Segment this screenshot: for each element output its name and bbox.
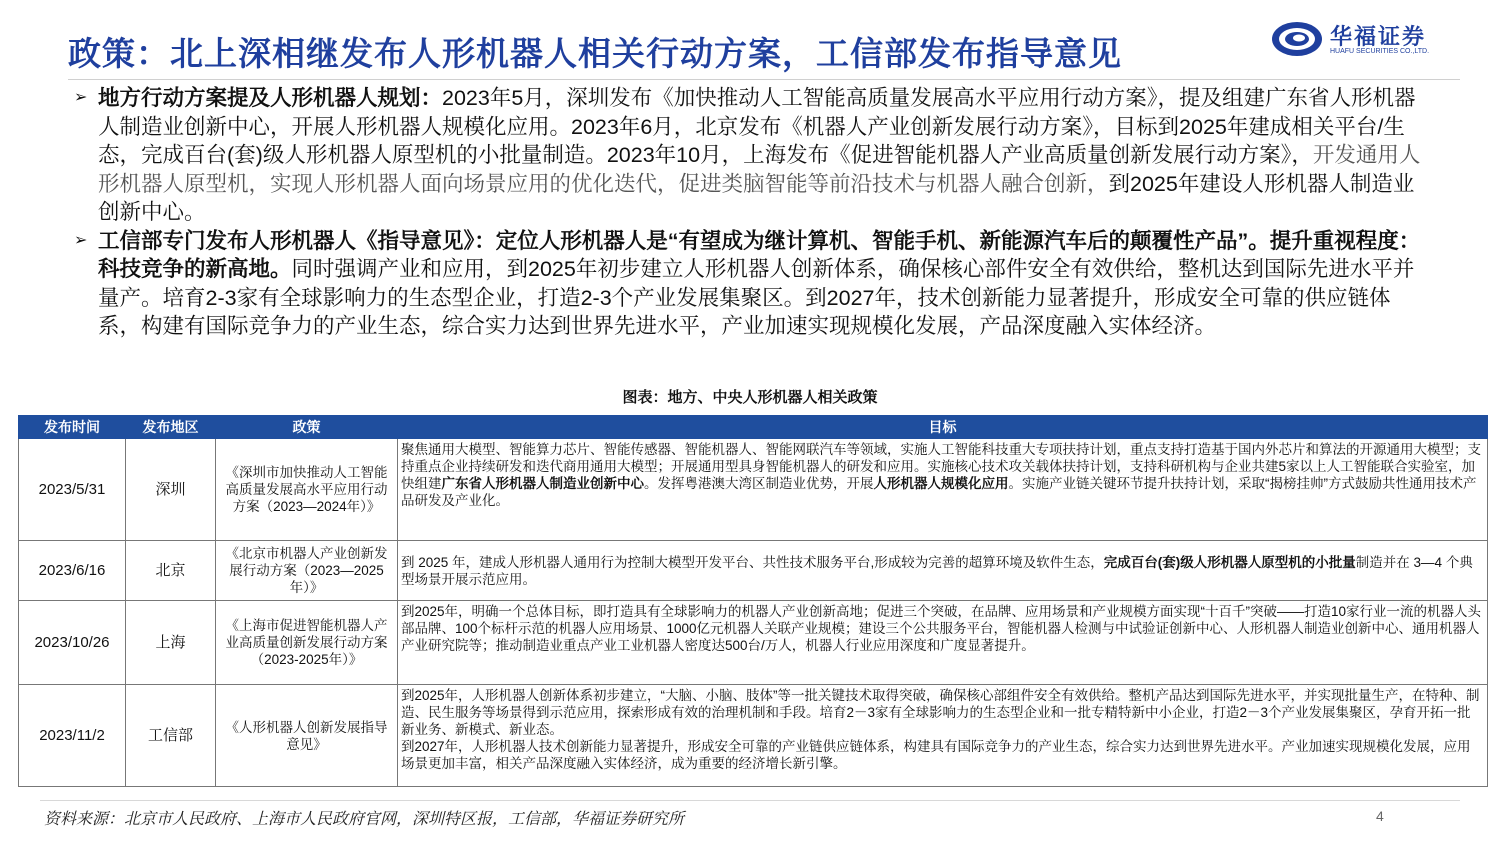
table-row bbox=[19, 685, 1488, 787]
policy-table bbox=[18, 415, 1488, 787]
cell-policy: 《深圳市加快推动人工智能高质量发展高水平应用行动方案（2023—2024年）》 bbox=[216, 439, 398, 541]
title-divider bbox=[68, 79, 1460, 80]
goal-text: 。实施产业链关键环节提升扶持计划，采取“揭榜挂帅”方式鼓励共性通用技术产品研发及产业化。 bbox=[401, 476, 1477, 508]
table-row bbox=[19, 541, 1488, 601]
goal-text: 。发挥粤港澳大湾区制造业优势，开展 bbox=[644, 476, 874, 491]
logo-text: 华福证券 bbox=[1330, 24, 1427, 49]
bullet-text-gray: 开发通用人形机器人原型机，实现人形机器人面向场景应用的优化迭代，促进类脑智能等前沿技术与机器人融合创新， bbox=[98, 143, 1421, 196]
cell-goal bbox=[398, 541, 1488, 601]
bullet-lead: 工信部专门发布人形机器人《指导意见》：定位人形机器人是“有望成为继计算机、智能手机、新能源汽车后的颠覆性产品”。提升重视程度：科技竞争的新高地。 bbox=[98, 228, 1421, 281]
header-policy: 政策 bbox=[216, 416, 398, 439]
bullet-local-plans bbox=[74, 84, 1424, 227]
logo-swirl-icon bbox=[1270, 18, 1324, 60]
cell-goal: 到2025年，明确一个总体目标，即打造具有全球影响力的机器人产业创新高地；促进三个突破，在品牌、应用场景和产业规模方面实现“十百千”突破——打造10家行业一流的机器人头部品牌、100个标杆示范的机器人应用场景、1000亿元机器人关联产业规模；建设三个公共服务平台，智能机器人检测与中试验证创新中心、人形机器人制造业创新中心、通用机器人产业研究院等；推动制造业重点产业工业机器人密度达500台/万人，机器人行业应用深度和广度显著提升。 bbox=[398, 601, 1488, 685]
cell-region: 工信部 bbox=[126, 685, 216, 787]
logo-subtext: HUAFU SECURITIES CO.,LTD. bbox=[1330, 48, 1430, 55]
bullet-miit-guidance bbox=[74, 227, 1424, 341]
table-header-row bbox=[19, 416, 1488, 439]
arrow-bullet-icon: ➢ bbox=[74, 231, 88, 249]
goal-text: 到 2025 年，建成人形机器人通用行为控制大模型开发平台、共性技术服务平台,形成较为完善的超算环境及软件生态， bbox=[401, 554, 1104, 570]
bullet-text: 2023年5月，深圳发布《加快推动人工智能高质量发展高水平应用行动方案》，提及组建广东省人形机器人制造业创新中心，开展人形机器人规模化应用。2023年6月，北京发布《机器人产业创新发展行动方案》，目标到2025年建成相关平台/生态，完成百台(套)级人形机器人原型机的小批量制造。2023年10月，上海发布《促进智能机器人产业高质量创新发展行动方案》， bbox=[98, 86, 1416, 167]
cell-region: 上海 bbox=[126, 601, 216, 685]
cell-date: 2023/10/26 bbox=[19, 601, 126, 685]
bullet-text: 同时强调产业和应用，到2025年初步建立人形机器人创新体系，确保核心部件安全有效供给，整机达到国际先进水平并量产。培育2-3家有全球影响力的生态型企业，打造2-3个产业发展集聚区。到2027年，技术创新能力显著提升，形成安全可靠的供应链体系，构建有国际竞争力的产业生态，综合实力达到世界先进水平，产业加速实现规模化发展，产品深度融入实体经济。 bbox=[98, 257, 1415, 338]
header-region: 发布地区 bbox=[126, 416, 216, 439]
page-title: 政策：北上深相继发布人形机器人相关行动方案，工信部发布指导意见 bbox=[68, 35, 1122, 72]
goal-text-bold: 人形机器人规模化应用 bbox=[873, 476, 1009, 491]
header-goal: 目标 bbox=[398, 416, 1488, 439]
cell-goal bbox=[398, 685, 1488, 787]
bullet-text: 到2025年建设人形机器人制造业创新中心。 bbox=[98, 171, 1415, 224]
goal-text: 到2025年，人形机器人创新体系初步建立，“大脑、小脑、肢体”等一批关键技术取得突破，确保核心部组件安全有效供给。整机产品达到国际先进水平，并实现批量生产，在特种、制造、民生服务等场景得到示范应用，探索形成有效的治理机制和手段。培育2－3家有全球影响力的生态型企业和一批专精特新中小企业，打造2－3个产业发展集聚区，孕育开拓一批新业务、新模式、新业态。 bbox=[401, 688, 1480, 737]
cell-policy: 《人形机器人创新发展指导意见》 bbox=[216, 685, 398, 787]
footer-divider bbox=[40, 800, 1460, 801]
goal-text: 制造并在 3—4 个典型场景开展示范应用。 bbox=[401, 554, 1473, 587]
goal-text: 到2027年，人形机器人技术创新能力显著提升，形成安全可靠的产业链供应链体系，构建具有国际竞争力的产业生态，综合实力达到世界先进水平。产业加速实现规模化发展，应用场景更加丰富，相关产品深度融入实体经济，成为重要的经济增长新引擎。 bbox=[401, 739, 1471, 771]
header-date: 发布时间 bbox=[19, 416, 126, 439]
goal-text-bold: 广东省人形机器人制造业创新中心 bbox=[441, 476, 644, 491]
cell-policy: 《上海市促进智能机器人产业高质量创新发展行动方案（2023-2025年）》 bbox=[216, 601, 398, 685]
bullet-lead: 地方行动方案提及人形机器人规划： bbox=[98, 86, 443, 110]
page-number: 4 bbox=[1376, 808, 1384, 824]
cell-region: 北京 bbox=[126, 541, 216, 601]
arrow-bullet-icon: ➢ bbox=[74, 89, 88, 106]
table-row bbox=[19, 601, 1488, 685]
source-note: 资料来源：北京市人民政府、上海市人民政府官网，深圳特区报，工信部，华福证券研究所 bbox=[44, 811, 685, 828]
cell-goal bbox=[398, 439, 1488, 541]
cell-date: 2023/11/2 bbox=[19, 685, 126, 787]
cell-date: 2023/5/31 bbox=[19, 439, 126, 541]
bullet-list bbox=[74, 84, 1424, 341]
brand-logo bbox=[1270, 18, 1450, 60]
cell-policy: 《北京市机器人产业创新发展行动方案（2023—2025年）》 bbox=[216, 541, 398, 601]
goal-text: 聚焦通用大模型、智能算力芯片、智能传感器、智能机器人、智能网联汽车等领域，实施人工智能科技重大专项扶持计划，重点支持打造基于国内外芯片和算法的开源通用大模型；支持重点企业持续研发和迭代商用通用大模型；开展通用型具身智能机器人的研发和应用。实施核心技术攻关载体扶持计划，支持科研机构与企业共建5家以上人工智能联合实验室，加快组建 bbox=[401, 442, 1481, 491]
table-row bbox=[19, 439, 1488, 541]
table-caption: 图表：地方、中央人形机器人相关政策 bbox=[622, 389, 878, 406]
cell-region: 深圳 bbox=[126, 439, 216, 541]
goal-text-bold: 完成百台(套)级人形机器人原型机的小批量 bbox=[1103, 554, 1356, 570]
cell-date: 2023/6/16 bbox=[19, 541, 126, 601]
